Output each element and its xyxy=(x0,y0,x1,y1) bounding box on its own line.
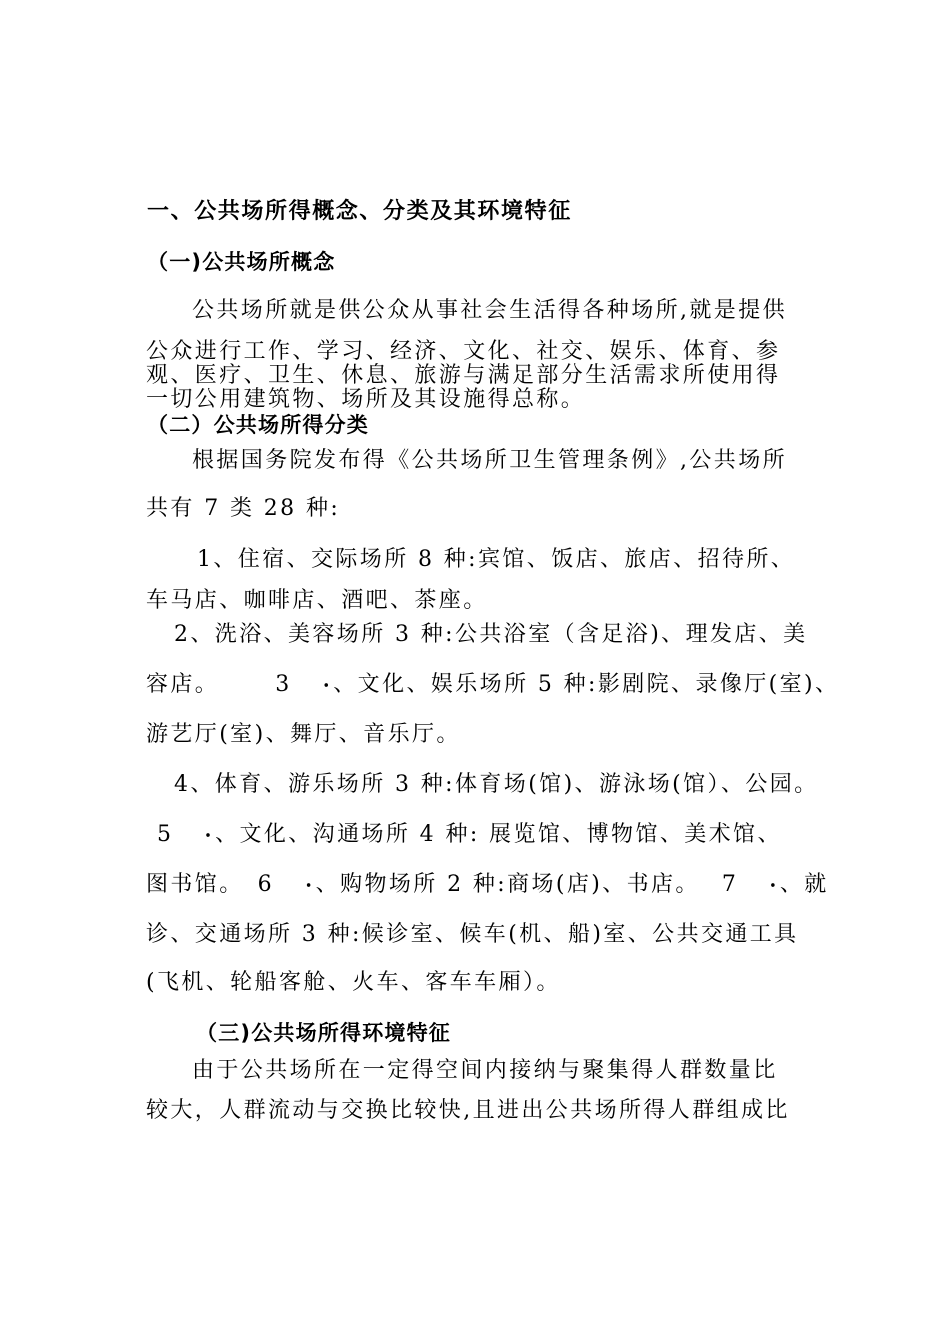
item-6-text: 、购物场所 2 种:商场(店)、书店。 xyxy=(315,872,700,897)
list-marker-icon: ꞏ xyxy=(323,676,332,696)
item-5-line xyxy=(157,820,950,851)
item-1-line: 1、住宿、交际场所 8 种:宾馆、饭店、旅店、招待所、 xyxy=(197,547,796,572)
item-3-line: 游艺厅(室)、舞厅、音乐厅。 xyxy=(146,722,461,747)
item-7-number: 7 xyxy=(721,872,739,897)
section-1-para-line: 观、医疗、卫生、休息、旅游与满足部分生活需求所使用得 xyxy=(146,363,781,388)
section-2-intro-line: 根据国务院发布得《公共场所卫生管理条例》,公共场所 xyxy=(192,448,787,473)
item-3-number: 3 xyxy=(275,672,292,697)
item-2-line-end: 容店。 xyxy=(146,672,220,697)
section-1-para-line: 公众进行工作、学习、经济、文化、社交、娱乐、体育、参 xyxy=(146,339,781,364)
section-1-title: （一)公共场所概念 xyxy=(147,250,336,274)
item-3-text: 、文化、娱乐场所 5 种:影剧院、录像厅(室)、 xyxy=(333,672,840,697)
item-1-line: 车马店、咖啡店、酒吧、茶座。 xyxy=(146,588,488,613)
section-1-para-line: 公共场所就是供公众从事社会生活得各种场所,就是提供 xyxy=(192,298,787,323)
item-7-line: (飞机、轮船客舱、火车、客车车厢）。 xyxy=(146,970,561,995)
list-marker-icon: ꞏ xyxy=(770,876,778,896)
item-5-6-7-line xyxy=(146,870,950,901)
item-4-line: 4、体育、游乐场所 3 种:体育场(馆)、游泳场(馆）、公园。 xyxy=(174,772,819,797)
section-2-intro-line: 共有 7 类 28 种: xyxy=(146,496,341,521)
item-7-line: 诊、交通场所 3 种:候诊室、候车(机、船)室、公共交通工具 xyxy=(146,922,799,947)
section-2-title: （二）公共场所得分类 xyxy=(147,413,369,437)
section-3-title: （三)公共场所得环境特征 xyxy=(196,1021,451,1045)
item-5-number: 5 xyxy=(157,822,174,847)
heading-1: 一、公共场所得概念、分类及其环境特征 xyxy=(147,199,572,224)
item-5-text: 、文化、沟通场所 4 种: 展览馆、博物馆、美术馆、 xyxy=(215,822,782,847)
item-7-text: 、就 xyxy=(779,872,829,897)
list-marker-icon: ꞏ xyxy=(306,876,314,896)
section-1-para-line: 一切公用建筑物、场所及其设施得总称。 xyxy=(146,387,586,412)
item-6-number: 6 xyxy=(257,872,275,897)
section-3-para-line: 较大，人群流动与交换比较快,且进出公共场所得人群组成比 xyxy=(146,1098,790,1123)
section-3-para-line: 由于公共场所在一定得空间内接纳与聚集得人群数量比 xyxy=(192,1058,778,1083)
item-2-3-line xyxy=(146,670,950,701)
item-2-line: 2、洗浴、美容场所 3 种:公共浴室（含足浴)、理发店、美 xyxy=(174,622,808,647)
item-5-line-end: 图书馆。 xyxy=(146,872,244,897)
list-marker-icon: ꞏ xyxy=(205,826,214,846)
